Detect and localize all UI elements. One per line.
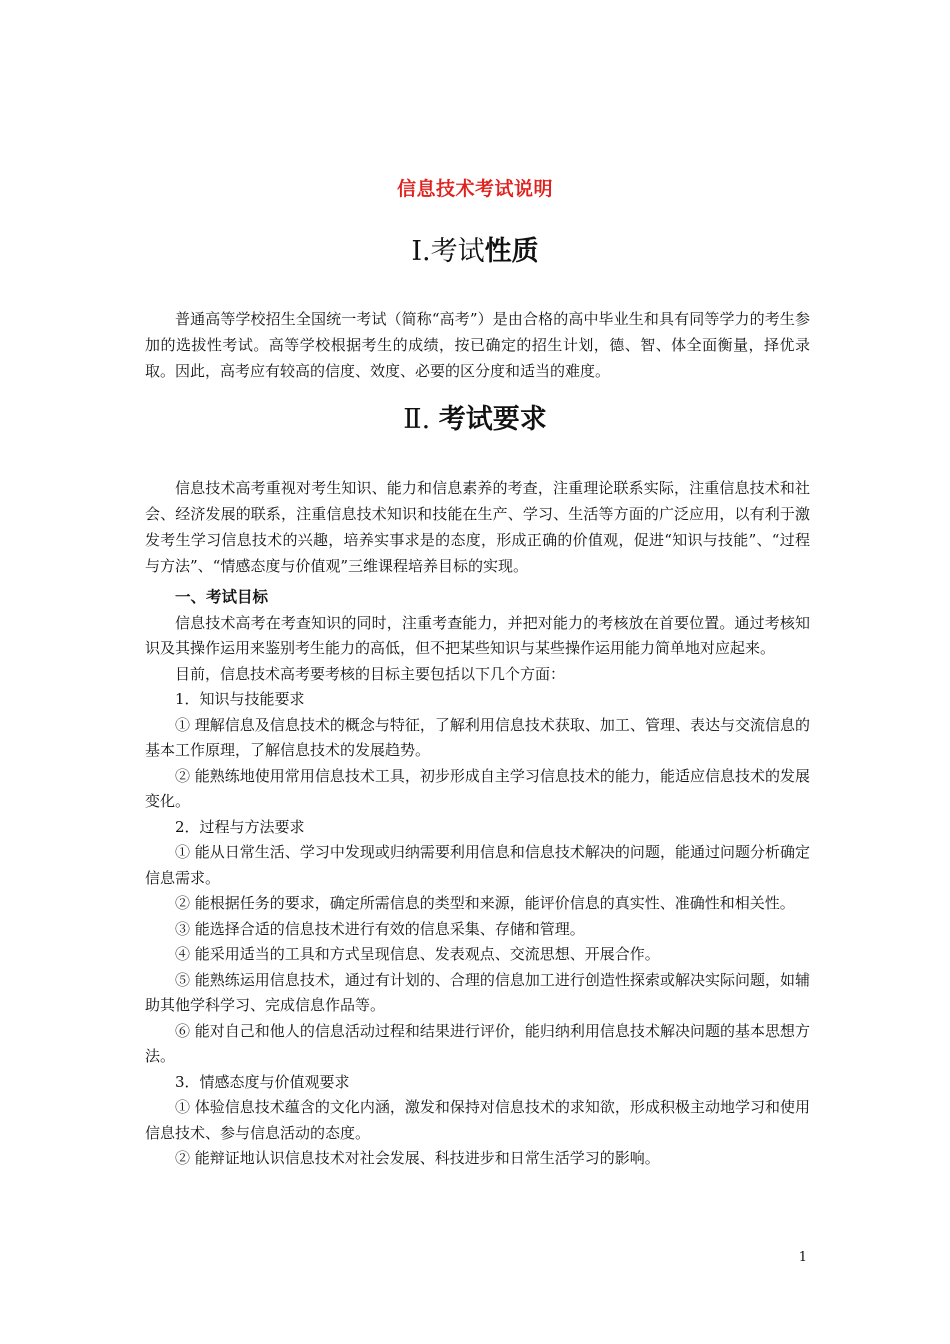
page-number: 1 [798, 1250, 807, 1265]
list-item: ② 能熟练地使用常用信息技术工具，初步形成自主学习信息技术的能力，能适应信息技术的发展变化。 [145, 766, 810, 810]
document-title: 信息技术考试说明 [396, 178, 553, 200]
section-paragraph-nature: 普通高等学校招生全国统一考试（简称“高考”）是由合格的高中毕业生和具有同等学力的考生参加的选拔性考试。高等学校根据考生的成绩，按已确定的招生计划，德、智、体全面衡量，择优录取。因此，高考应有较高的信度、效度、必要的区分度和适当的难度。 [145, 310, 810, 380]
list-item: ③ 能选择合适的信息技术进行有效的信息采集、存储和管理。 [175, 919, 585, 938]
section-numeral: Ⅰ. [411, 236, 431, 267]
list-item: ① 体验信息技术蕴含的文化内涵，激发和保持对信息技术的求知欲，形成积极主动地学习和使用信息技术、参与信息活动的态度。 [145, 1098, 810, 1142]
list-item: ① 能从日常生活、学习中发现或归纳需要利用信息和信息技术解决的问题，能通过问题分析确定信息需求。 [145, 843, 810, 887]
group-label: 2．过程与方法要求 [175, 817, 305, 836]
list-item: ⑤ 能熟练运用信息技术，通过有计划的、合理的信息加工进行创造性探索或解决实际问题，如辅助其他学科学习、完成信息作品等。 [145, 970, 810, 1014]
list-item: ② 能辩证地认识信息技术对社会发展、科技进步和日常生活学习的影响。 [175, 1149, 660, 1167]
section-heading-nature [0, 229, 950, 268]
list-item: ④ 能采用适当的工具和方式呈现信息、发表观点、交流思想、开展合作。 [175, 945, 660, 963]
section-heading-bold: 性质 [484, 236, 539, 267]
list-item: ② 能根据任务的要求，确定所需信息的类型和来源，能评价信息的真实性、准确性和相关性。 [175, 894, 795, 912]
group-label: 1．知识与技能要求 [175, 690, 305, 708]
subsection-heading: 一、考试目标 [175, 588, 269, 606]
subsection-exam-objectives [145, 585, 810, 1172]
section-paragraph-requirements: 信息技术高考重视对考生知识、能力和信息素养的考查，注重理论联系实际，注重信息技术和社会、经济发展的联系，注重信息技术知识和技能在生产、学习、生活等方面的广泛应用，以有利于激发考生学习信息技术的兴趣，培养实事求是的态度，形成正确的价值观，促进“知识与技能”、“过程与方法”、“情感态度与价值观”三维课程培养目标的实现。 [145, 479, 810, 575]
section-heading-text: 考试要求 [438, 404, 547, 435]
list-item: ⑥ 能对自己和他人的信息活动过程和结果进行评价，能归纳利用信息技术解决问题的基本思想方法。 [145, 1021, 810, 1065]
section-heading-requirements [0, 397, 950, 436]
subsection-intro: 目前，信息技术高考要考核的目标主要包括以下几个方面： [175, 664, 566, 683]
list-item: ① 理解信息及信息技术的概念与特征，了解利用信息技术获取、加工、管理、表达与交流信息的基本工作原理，了解信息技术的发展趋势。 [145, 715, 810, 759]
subsection-intro: 信息技术高考在考查知识的同时，注重考查能力，并把对能力的考核放在首要位置。通过考核知识及其操作运用来鉴别考生能力的高低，但不把某些知识与某些操作运用能力简单地对应起来。 [145, 613, 810, 657]
section-numeral: Ⅱ. [403, 404, 431, 435]
section-heading-plain: 考试 [430, 236, 485, 267]
group-label: 3．情感态度与价值观要求 [175, 1072, 350, 1091]
